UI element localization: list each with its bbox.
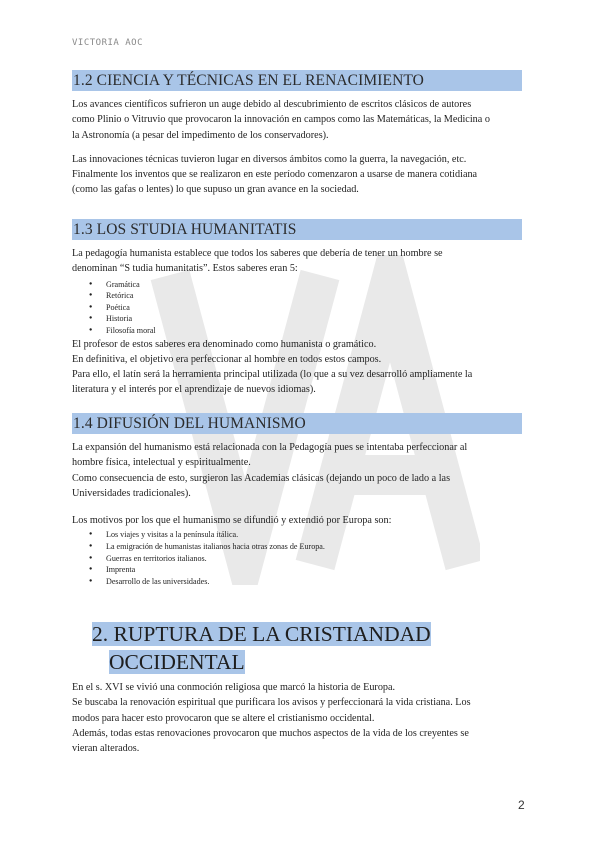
paragraph-line: Como consecuencia de esto, surgieron las Academias clásicas (dejando un poco de lado a las	[72, 472, 451, 484]
list-item: ● Desarrollo de las universidades.	[89, 576, 522, 588]
list-item: ● Historia	[89, 313, 522, 325]
paragraph-line: Finalmente los inventos que se realizaron en este período comenzaron a usarse de manera cotidiana	[72, 169, 478, 181]
chapter-heading	[92, 620, 431, 676]
section-1-3	[72, 219, 522, 398]
paragraph-line: La expansión del humanismo está relacionada con la Pedagogía pues se intentaba perfeccionar al	[72, 442, 468, 453]
list-item: ● Los viajes y visitas a la península itálica.	[89, 529, 522, 541]
paragraph-line: Se buscaba la renovación espiritual que purificara los avisos y perfeccionará la vida cristiana. Los	[72, 697, 471, 709]
paragraph-line: Los motivos por los que el humanismo se difundió y extendió por Europa son:	[72, 515, 392, 527]
paragraph-line: El profesor de estos saberes era denominado como humanista o gramático.	[72, 338, 377, 350]
section-2-body	[72, 680, 522, 756]
list-item: ● Poética	[89, 302, 522, 314]
list-item: ● Imprenta	[89, 564, 522, 576]
paragraph-line: literatura y el interés por el aprendizaje de nuevos idiomas).	[72, 384, 316, 396]
paragraph-line: vieran alterados.	[72, 743, 140, 755]
list-item: ● Guerras en territorios italianos.	[89, 553, 522, 565]
paragraph-line: hombre física, intelectual y espiritualmente.	[72, 457, 251, 469]
list-item: ● Gramática	[89, 279, 522, 291]
section-heading: 1.3 LOS STUDIA HUMANITATIS	[72, 219, 522, 240]
list-item: ● La emigración de humanistas italianos hacia otras zonas de Europa.	[89, 541, 522, 553]
bullet-list	[72, 529, 522, 587]
section-1-2	[72, 70, 522, 198]
list-item: ● Retórica	[89, 290, 522, 302]
paragraph-line: Universidades tradicionales).	[72, 487, 191, 499]
page-number: 2	[518, 798, 525, 812]
paragraph-line: la Astronomía (a pesar del impedimento de los conservadores).	[72, 129, 329, 141]
section-1-4	[72, 413, 522, 587]
paragraph-line: (como las gafas o lentes) lo que supuso un gran avance en la sociedad.	[72, 184, 359, 196]
paragraph-line: En el s. XVI se vivió una conmoción religiosa que marcó la historia de Europa.	[72, 682, 396, 693]
section-heading: 1.2 CIENCIA Y TÉCNICAS EN EL RENACIMIENTO	[72, 70, 522, 91]
chapter-heading-line: OCCIDENTAL	[109, 650, 245, 674]
paragraph-line: como Plinio o Vitruvio que provocaron la innovación en campos como las Matemáticas, la Medicina o	[72, 114, 490, 126]
bullet-list	[72, 279, 522, 337]
paragraph-line: La pedagogía humanista establece que todos los saberes que debería de tener un hombre se	[72, 248, 443, 259]
paragraph-line: modos para hacer esto provocaron que se altere el cristianismo occidental.	[72, 712, 375, 724]
paragraph-line: Para ello, el latín será la herramienta principal utilizada (lo que a su vez desarrolló ampliamente la	[72, 369, 473, 381]
paragraph-line: Los avances científicos sufrieron un auge debido al descubrimiento de escritos clásicos de autores	[72, 99, 472, 110]
document-header: VICTORIA AOC	[72, 38, 144, 48]
paragraph-line: Además, todas estas renovaciones provocaron que muchos aspectos de la vida de los creyentes se	[72, 727, 469, 739]
paragraph-line: Las innovaciones técnicas tuvieron lugar en diversos ámbitos como la guerra, la navegación, etc.	[72, 153, 467, 165]
chapter-heading-line: 2. RUPTURA DE LA CRISTIANDAD	[92, 622, 431, 646]
paragraph-line: denominan “S tudia humanitatis”. Estos saberes eran 5:	[72, 263, 298, 275]
section-heading: 1.4 DIFUSIÓN DEL HUMANISMO	[72, 413, 522, 434]
list-item: ● Filosofía moral	[89, 325, 522, 337]
paragraph-line: En definitiva, el objetivo era perfeccionar al hombre en todos estos campos.	[72, 353, 382, 365]
